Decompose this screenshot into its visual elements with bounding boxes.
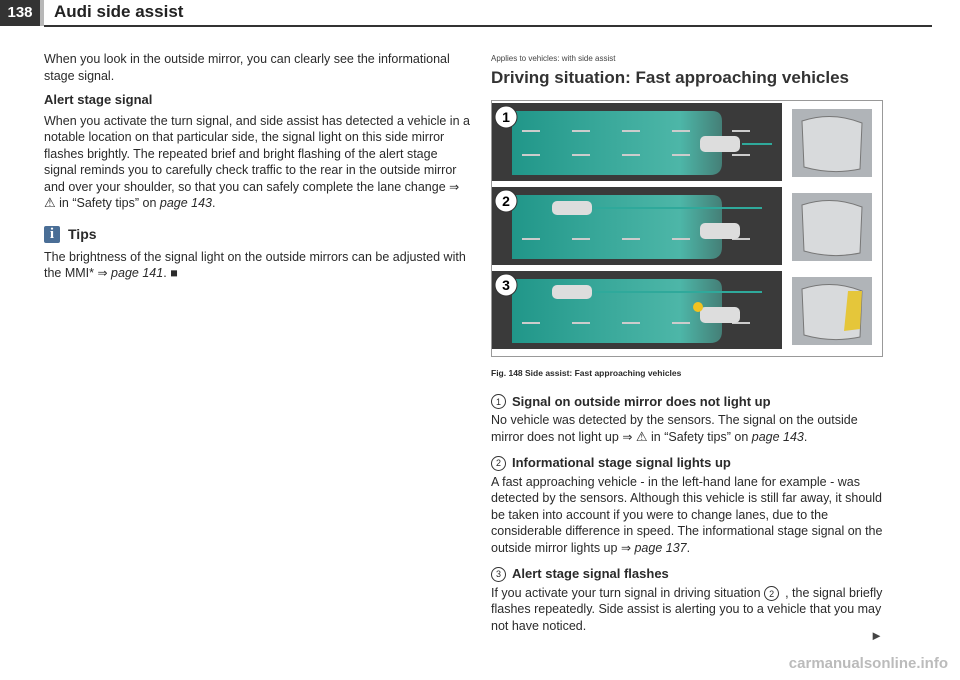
figure-caption: Fig. 148 Side assist: Fast approaching vehicles — [491, 368, 682, 378]
arrow-icon: ⇒ — [622, 429, 633, 444]
page-link[interactable]: page 143 — [751, 429, 804, 444]
warning-icon: ⚠ — [635, 428, 648, 444]
item-1-heading: 1 Signal on outside mirror does not light up — [491, 394, 883, 411]
alert-stage-heading: Alert stage signal — [44, 92, 153, 107]
page-number: 138 — [0, 0, 40, 26]
page-link[interactable]: page 141 — [111, 266, 164, 280]
scene-2 — [492, 187, 872, 265]
section-heading: Driving situation: Fast approaching vehicles — [491, 67, 850, 87]
own-car-icon — [700, 136, 740, 152]
continue-icon: ► — [870, 627, 883, 643]
item-3-text: If you activate your turn signal in driving situation 2 , the signal briefly flashes repeatedly. Side assist is alerting you to a vehicle that you may not have noticed. — [491, 585, 883, 633]
page-link[interactable]: page 137 — [634, 540, 687, 555]
turn-signal-icon — [693, 302, 703, 312]
scene-label-2: 2 — [502, 193, 510, 209]
tips-header — [44, 226, 472, 243]
warning-icon: ⚠ — [44, 195, 56, 210]
approaching-car-icon — [552, 201, 592, 215]
info-icon: i — [44, 226, 60, 243]
scene-3 — [492, 271, 872, 349]
page-link[interactable]: page 143 — [159, 196, 213, 210]
arrow-icon: ⇒ — [620, 540, 631, 555]
own-car-icon — [700, 223, 740, 239]
item-3-heading: 3 Alert stage signal flashes — [491, 566, 883, 583]
watermark: carmanualsonline.info — [788, 655, 948, 672]
right-column — [491, 51, 883, 642]
arrow-icon: ⇒ — [449, 179, 460, 194]
applies-note: Applies to vehicles: with side assist — [491, 54, 616, 63]
figure-148 — [491, 100, 883, 357]
section-title: Audi side assist — [54, 2, 184, 21]
item-2-heading: 2 Informational stage signal lights up — [491, 455, 883, 472]
scene-label-3: 3 — [502, 277, 510, 293]
alert-stage-paragraph: When you activate the turn signal, and side assist has detected a vehicle in a notable location on that particular side, the signal light on this side mirror flashes brightly. The repeated brief and bright flashing of the alert stage signal reminds you to carefully check traffic to the rear in the outside mirror and over your shoulder, so that you can safely complete the lane change ⇒ ⚠ in “Safety tips” on page 143. — [44, 113, 470, 210]
arrow-icon: ⇒ — [97, 266, 108, 280]
scene-label-1: 1 — [502, 109, 510, 125]
side-assist-diagram — [492, 101, 882, 356]
end-mark-icon: ■ — [170, 266, 178, 280]
left-column — [44, 51, 472, 290]
page-header — [0, 0, 960, 26]
intro-paragraph: When you look in the outside mirror, you can clearly see the informational stage signal. — [44, 52, 450, 83]
header-rule — [44, 25, 932, 27]
tips-label: Tips — [68, 225, 97, 242]
tips-paragraph: The brightness of the signal light on the outside mirrors can be adjusted with the MMI* ⇒ page 141. ■ — [44, 249, 466, 280]
item-1-text: No vehicle was detected by the sensors. The signal on the outside mirror does not light up ⇒ ⚠ in “Safety tips” on page 143. — [491, 413, 858, 444]
detection-zone — [512, 111, 722, 175]
scene-1 — [492, 103, 872, 181]
item-2-text: A fast approaching vehicle - in the left-hand lane for example - was detected by the sensors. Although this vehicle is still far away, it should be taken into account if you were to change lanes, due to the considerable difference in speed. The informational stage signal on the outside mirror lights up ⇒ page 137. — [491, 474, 883, 555]
ref-number: 2 — [764, 586, 779, 601]
